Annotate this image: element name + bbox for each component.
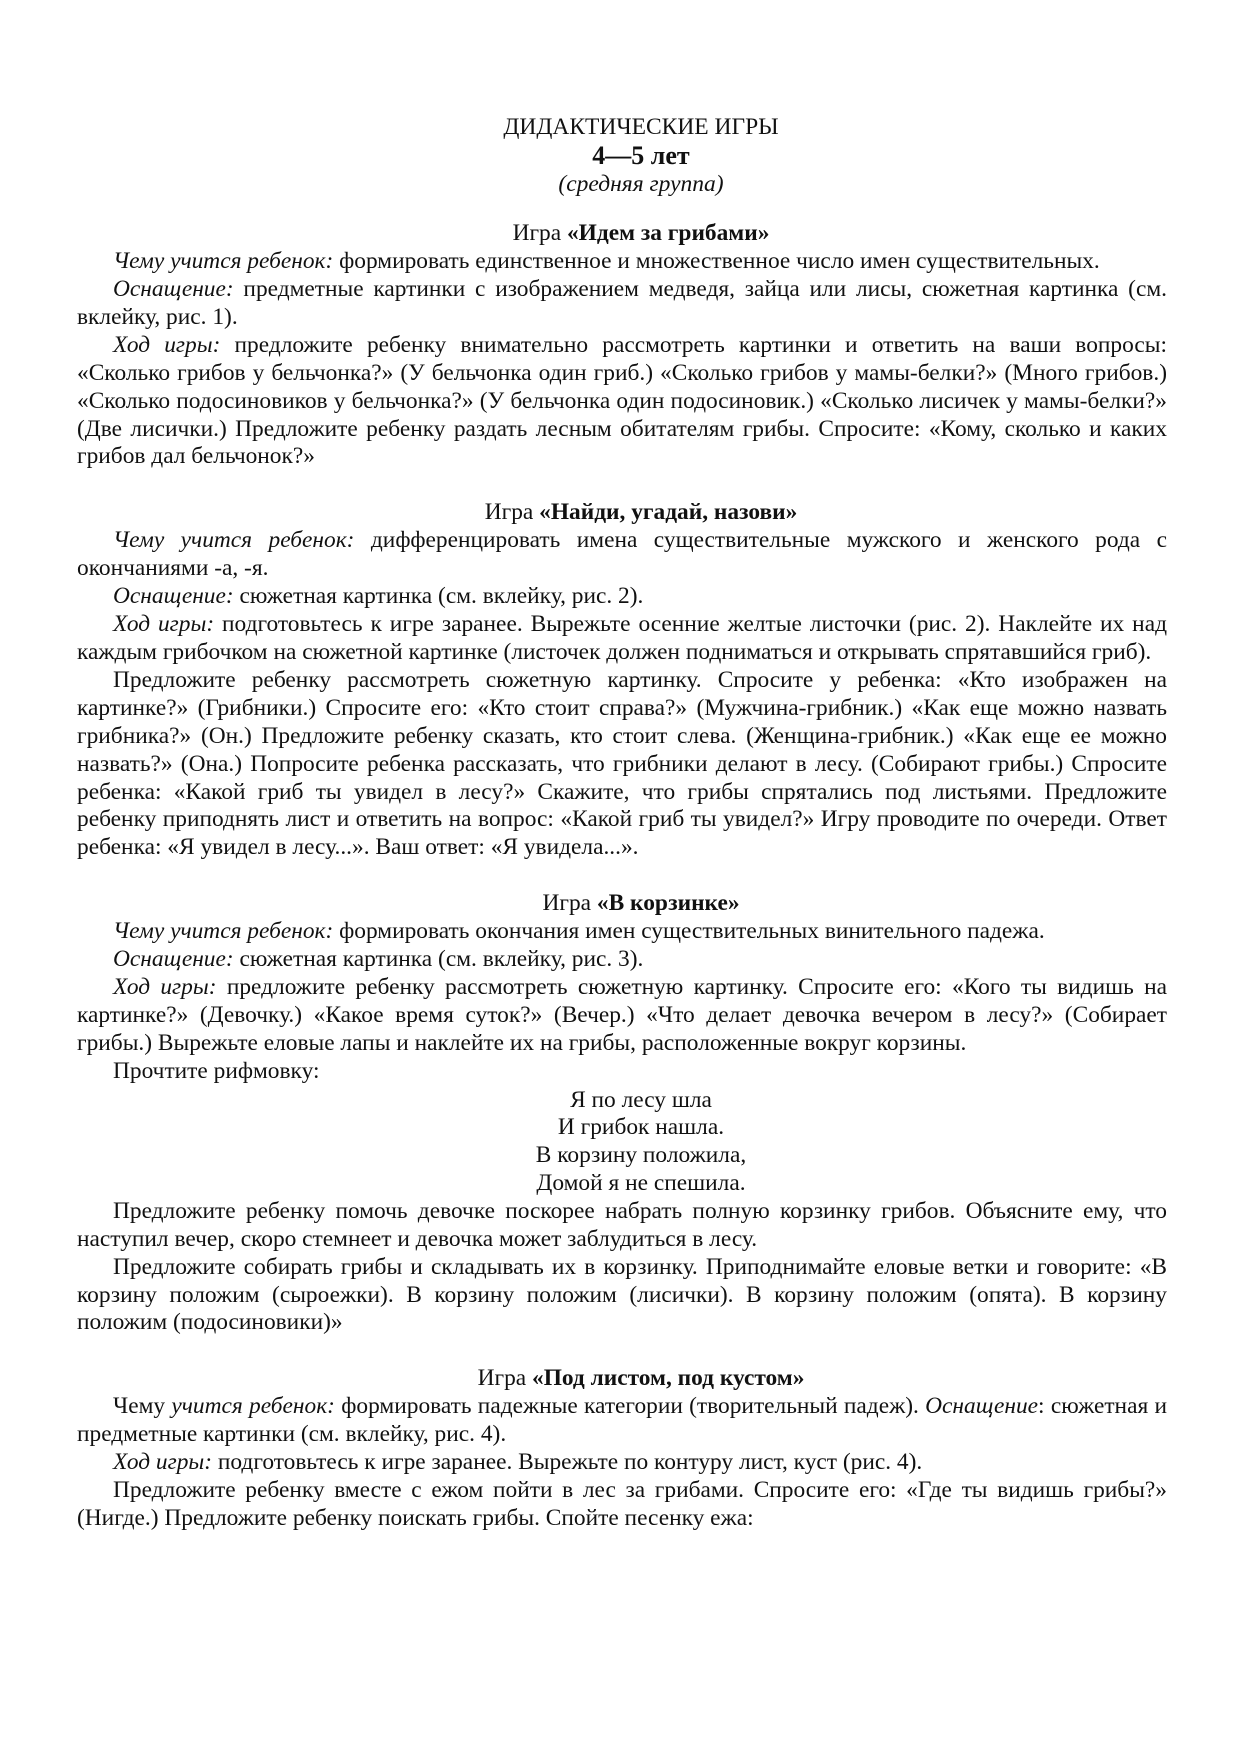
body-paragraph: Предложите собирать грибы и складывать их в корзинку. Приподнимайте еловые ветки и говорите: «В корзину положим (сыроежки). В корзину положим (лисички). В корзину положим (опята). В корзину положим (подосиновики)» [77, 1253, 1167, 1336]
equipment-text: сюжетная картинка (см. вклейку, рис. 3). [233, 946, 644, 973]
equipment-label: Оснащение: [113, 583, 234, 610]
rhyme-intro: Прочтите рифмовку: [113, 1058, 320, 1085]
equipment-text: предметные картинки с изображением медведя, зайца или лисы, сюжетная картинка (см. вклейку, рис. 1). [77, 276, 1167, 330]
game-title [77, 220, 1167, 248]
equipment-label: Оснащение [925, 1393, 1039, 1420]
equipment-label: Оснащение: [113, 276, 234, 303]
game-section-2 [77, 499, 1167, 862]
gameplay-label: Ход игры: [113, 611, 215, 638]
document-title: ДИДАКТИЧЕСКИЕ ИГРЫ [503, 114, 779, 140]
game-section-1 [77, 220, 1167, 471]
equipment-paragraph [77, 583, 1167, 611]
equipment-text: : сюжетная и предметные картинки (см. вклейку, рис. 4). [77, 1393, 1167, 1447]
group-subheading: (средняя группа) [558, 171, 724, 197]
goal-label: Чему учится ребенок: [113, 247, 334, 274]
game-section-4 [77, 1365, 1167, 1533]
gameplay-paragraph [77, 1449, 1167, 1477]
gameplay-label: Ход игры: [113, 332, 221, 359]
game-name: «Под листом, под кустом» [532, 1365, 805, 1392]
goal-label: Чему учится ребенок: [113, 917, 334, 944]
gameplay-paragraph [77, 974, 1167, 1057]
verse-line: В корзину положила, [535, 1142, 747, 1169]
goal-label: Чему учится ребенок: [113, 526, 355, 553]
gameplay-text: подготовьтесь к игре заранее. Вырежьте по контуру лист, куст (рис. 4). [212, 1449, 923, 1476]
body-paragraph: Предложите ребенку рассмотреть сюжетную картинку. Спросите у ребенка: «Кто изображен на картинке?» (Грибники.) Спросите его: «Кто стоит справа?» (Мужчина-грибник.) «Как еще можно назвать грибника?» (Он.) Предложите ребенку сказать, кто стоит слева. (Женщина-грибник.) «Как еще ее можно назвать?» (Она.) Попросите ребенка рассказать, что грибники делают в лесу. (Собирают грибы.) Спросите ребенка: «Какой гриб ты увидел в лесу?» Скажите, что грибы спрятались под листьями. Предложите ребенку приподнять лист и ответить на вопрос: «Какой гриб ты увидел?» Игру проводите по очереди. Ответ ребенка: «Я увидел в лесу...». Ваш ответ: «Я увидела...». [77, 667, 1167, 861]
equipment-label: Оснащение: [113, 946, 234, 973]
goal-paragraph [77, 918, 1167, 946]
goal-prefix: Чему [113, 1393, 172, 1420]
verse-line: И грибок нашла. [557, 1114, 725, 1141]
verse-line: Домой я не спешила. [536, 1170, 746, 1196]
rhyme-verse [77, 1087, 1167, 1198]
game-prefix: Игра [512, 220, 567, 246]
gameplay-label: Ход игры: [113, 1449, 213, 1476]
goal-paragraph [77, 1393, 1167, 1449]
game-prefix: Игра [477, 1365, 533, 1392]
goal-text: формировать падежные категории (творительный падеж). [334, 1393, 926, 1420]
game-name: «Найди, угадай, назови» [539, 499, 798, 526]
gameplay-text: подготовьтесь к игре заранее. Вырежьте осенние желтые листочки (рис. 2). Наклейте их над каждым грибочком на сюжетной картинке (листочек должен подниматься и открывать спрятавшийся гриб). [77, 611, 1167, 666]
game-prefix: Игра [484, 499, 540, 526]
goal-label: учится ребенок: [171, 1393, 335, 1420]
goal-text: дифференцировать имена существительные мужского и женского рода с окончаниями -а, -я. [77, 526, 1167, 581]
verse-line: Я по лесу шла [570, 1086, 712, 1113]
body-paragraph: Предложите ребенку помочь девочке поскорее набрать полную корзинку грибов. Объясните ему, что наступил вечер, скоро стемнеет и девочка может заблудиться в лесу. [77, 1197, 1167, 1252]
goal-paragraph [77, 248, 1167, 276]
gameplay-text: предложите ребенку рассмотреть сюжетную картинку. Спросите его: «Кого ты видишь на картинке?» (Девочку.) «Какое время суток?» (Вечер.) «Что делает девочка вечером в лесу?» (Собирает грибы.) Вырежьте еловые лапы и наклейте их на грибы, расположенные вокруг корзины. [77, 974, 1167, 1057]
body-paragraph: Предложите ребенку вместе с ежом пойти в лес за грибами. Спросите его: «Где ты видишь грибы?» (Нигде.) Предложите ребенку поискать грибы. Спойте песенку ежа: [77, 1477, 1167, 1532]
gameplay-label: Ход игры: [113, 974, 217, 1001]
game-section-3 [77, 890, 1167, 1337]
goal-text: формировать окончания имен существительных винительного падежа. [333, 917, 1045, 944]
game-name: «Идем за грибами» [566, 220, 770, 246]
gameplay-paragraph [77, 611, 1167, 667]
game-title [77, 890, 1167, 918]
game-title [77, 1365, 1167, 1393]
age-heading: 4—5 лет [592, 141, 690, 170]
goal-paragraph [77, 527, 1167, 583]
equipment-text: сюжетная картинка (см. вклейку, рис. 2). [233, 583, 644, 610]
goal-text: формировать единственное и множественное число имен существительных. [333, 247, 1100, 274]
equipment-paragraph [77, 276, 1167, 332]
game-title [77, 499, 1167, 527]
gameplay-paragraph [77, 332, 1167, 471]
document-page [77, 114, 1167, 1561]
game-name: «В корзинке» [596, 890, 740, 917]
gameplay-text: предложите ребенку внимательно рассмотреть картинки и ответить на ваши вопросы: «Сколько грибов у бельчонка?» (У бельчонка один гриб.) «Сколько грибов у мамы-белки?» (Много грибов.) «Сколько подосиновиков у бельчонка?» (У бельчонка один подосиновик.) «Сколько лисичек у мамы-белки?» (Две лисички.) Предложите ребенку раздать лесным обитателям грибы. Спросите: «Кому, сколько и каких грибов дал бельчонок?» [77, 332, 1167, 470]
game-prefix: Игра [542, 890, 597, 917]
equipment-paragraph [77, 946, 1167, 974]
